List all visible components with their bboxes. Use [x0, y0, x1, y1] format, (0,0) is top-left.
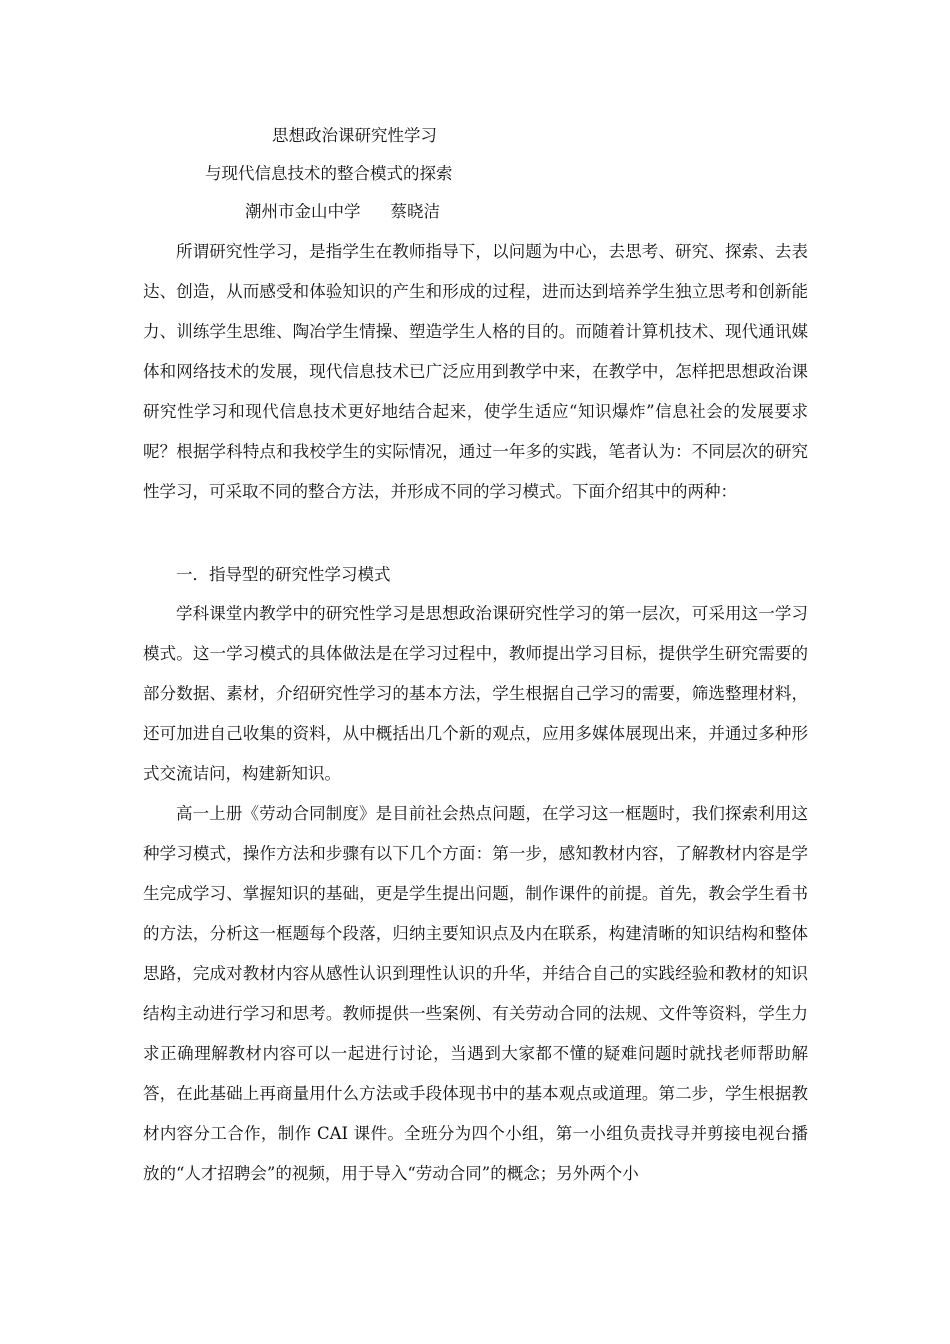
- author-name: 蔡晓洁: [390, 202, 440, 221]
- paragraph-labor-contract-example: 高一上册《劳动合同制度》是目前社会热点问题，在学习这一框题时，我们探索利用这种学习模式，操作方法和步骤有以下几个方面：第一步，感知教材内容，了解教材内容是学生完成学习、掌握知识的基础，更是学生提出问题，制作课件的前提。首先，教会学生看书的方法，分析这一框题每个段落，归纳主要知识点及内在联系，构建清晰的知识结构和整体思路，完成对教材内容从感性认识到理性认识的升华，并结合自己的实践经验和教材的知识结构主动进行学习和思考。教师提供一些案例、有关劳动合同的法规、文件等资料，学生力求正确理解教材内容可以一起进行讨论，当遇到大家都不懂的疑难问题时就找老师帮助解答，在此基础上再商量用什么方法或手段体现书中的基本观点或道理。第二步，学生根据教材内容分工合作，制作 CAI 课件。全班分为四个小组，第一小组负责找寻并剪接电视台播放的“人才招聘会”的视频，用于导入“劳动合同”的概念；另外两个小: [143, 804, 808, 1183]
- paragraph-guided-model: 学科课堂内教学中的研究性学习是思想政治课研究性学习的第一层次，可采用这一学习模式。这一学习模式的具体做法是在学习过程中，教师提出学习目标，提供学生研究需要的部分数据、素材，介绍研究性学习的基本方法，学生根据自己学习的需要，筛选整理材料，还可加进自己收集的资料，从中概括出几个新的观点，应用多媒体展现出来，并通过多种形式交流诘问，构建新知识。: [143, 604, 808, 783]
- paragraph-intro: 所谓研究性学习，是指学生在教师指导下，以问题为中心，去思考、研究、探索、去表达、创造，从而感受和体验知识的产生和形成的过程，进而达到培养学生独立思考和创新能力、训练学生思维、陶冶学生情操、塑造学生人格的目的。而随着计算机技术、现代通讯媒体和网络技术的发展，现代信息技术已广泛应用到教学中来，在教学中，怎样把思想政治课研究性学习和现代信息技术更好地结合起来，使学生适应“知识爆炸”信息社会的发展要求呢？根据学科特点和我校学生的实际情况，通过一年多的实践，笔者认为：不同层次的研究性学习，可采取不同的整合方法，并形成不同的学习模式。下面介绍其中的两种：: [143, 242, 808, 501]
- author-line: [245, 202, 440, 222]
- document-title-line-1: 思想政治课研究性学习: [272, 126, 437, 145]
- author-school: 潮州市金山中学: [245, 202, 361, 221]
- document-title-line-2: 与现代信息技术的整合模式的探索: [205, 164, 453, 183]
- section-heading-1: 一．指导型的研究性学习模式: [176, 565, 391, 584]
